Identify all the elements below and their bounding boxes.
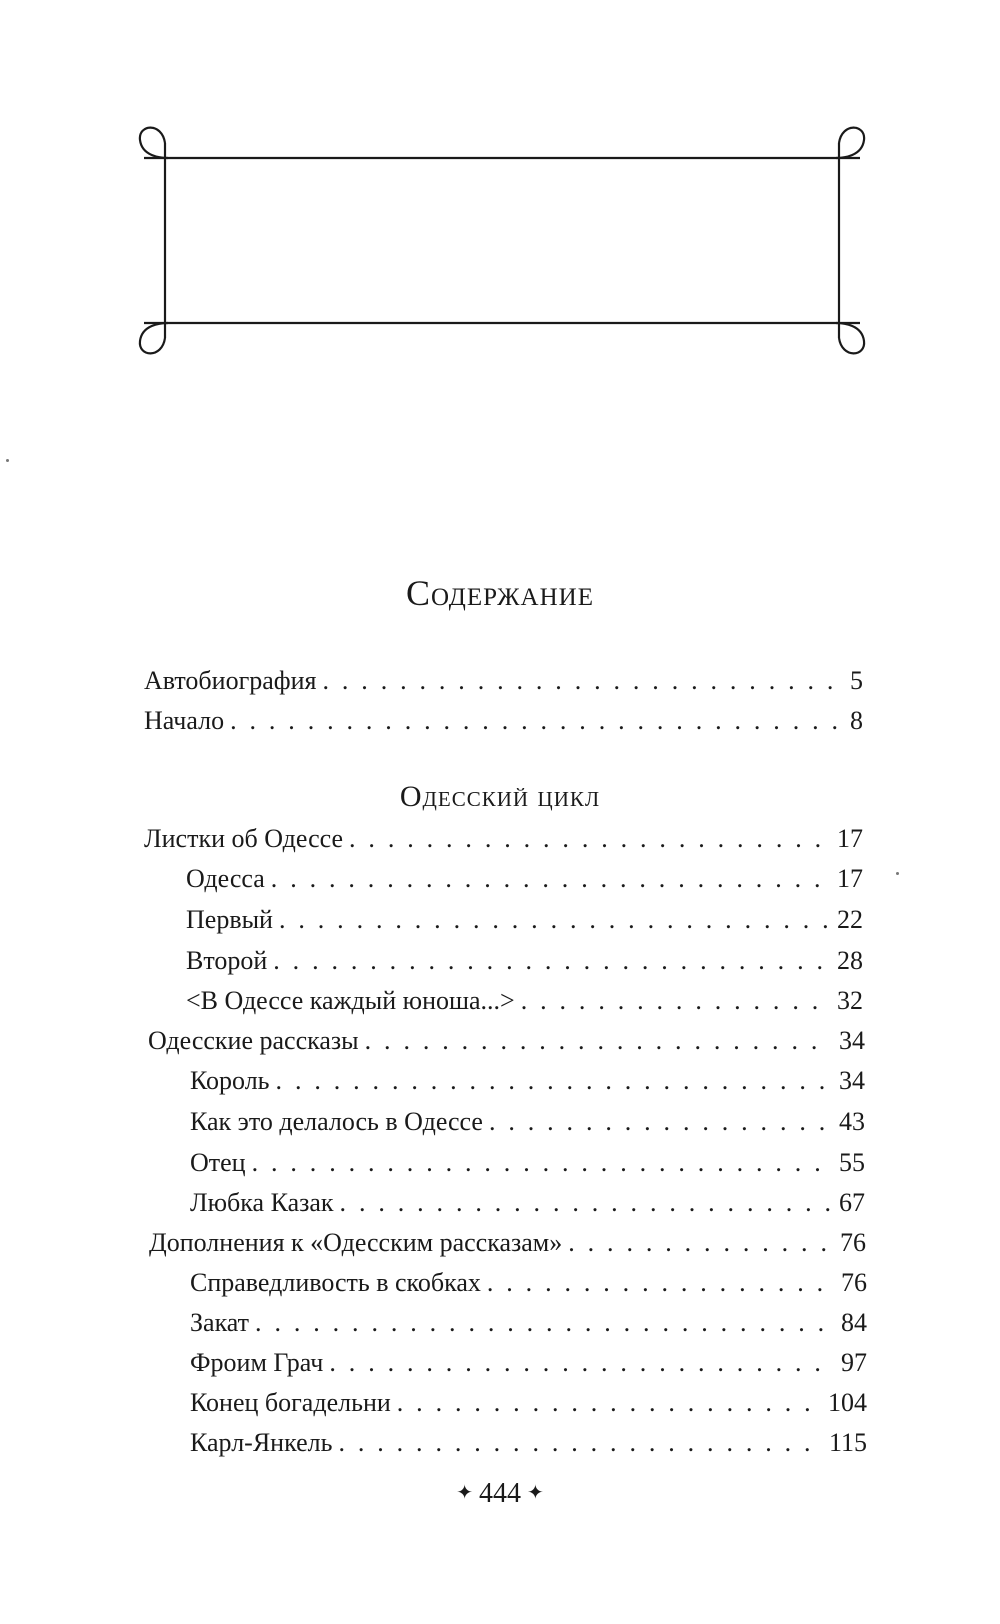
toc-entry-page: 22 (837, 905, 863, 934)
toc-entry-page: 55 (839, 1148, 865, 1177)
star-ornament-icon: ✦ (527, 1482, 544, 1504)
leader-dots (397, 1386, 820, 1420)
toc-entry-page: 43 (839, 1107, 865, 1136)
toc-entry-page: 115 (828, 1428, 867, 1457)
toc-entry-label: Одесские рассказы (148, 1026, 359, 1055)
page-number-footer (0, 1478, 1000, 1510)
leader-dots (340, 1186, 831, 1220)
toc-entry-page: 76 (841, 1268, 867, 1297)
leader-dots (252, 1146, 831, 1180)
toc-entry-label: Одесса (186, 864, 265, 893)
toc-entry (144, 664, 863, 698)
leader-dots (329, 1346, 833, 1380)
toc-entry-page: 97 (841, 1348, 867, 1377)
star-ornament-icon: ✦ (456, 1482, 473, 1504)
toc-entry-page: 28 (837, 946, 863, 975)
speck-left (6, 459, 9, 462)
toc-entry-page: 5 (850, 666, 863, 695)
leader-dots (276, 1064, 831, 1098)
toc-entry-label: Дополнения к «Одесским рассказам» (149, 1228, 563, 1257)
toc-entry-page: 8 (850, 706, 863, 735)
page-title: Содержание (405, 573, 594, 613)
toc-entry (190, 1105, 865, 1139)
toc-entry-label: Первый (186, 905, 273, 934)
toc-entry-page: 34 (839, 1066, 865, 1095)
leader-dots (255, 1306, 833, 1340)
leader-dots (338, 1426, 821, 1460)
leader-dots (521, 984, 829, 1018)
toc-entry-label: Автобиография (144, 666, 317, 695)
leader-dots (230, 704, 842, 738)
toc-entry-label: Листки об Одессе (144, 824, 344, 853)
toc-entry-label: Отец (190, 1148, 246, 1177)
toc-entry-label: Справедливость в скобках (190, 1268, 481, 1297)
toc-entry-label: Закат (190, 1308, 250, 1337)
leader-dots (487, 1266, 833, 1300)
section-title: Одесский цикл (399, 780, 601, 813)
toc-entry-label: Начало (144, 706, 225, 735)
speck-right (896, 872, 899, 875)
toc-entry (190, 1386, 867, 1420)
toc-entry (190, 1146, 865, 1180)
leader-dots (365, 1024, 831, 1058)
toc-entry (190, 1186, 865, 1220)
leader-dots (489, 1105, 831, 1139)
toc-entry (190, 1306, 867, 1340)
toc-entry-page: 17 (837, 824, 863, 853)
toc-entry-label: Карл-Янкель (190, 1428, 333, 1457)
toc-entry-label: Фроим Грач (190, 1348, 324, 1377)
leader-dots (271, 862, 829, 896)
leader-dots (273, 944, 829, 978)
toc-entry-page: 104 (828, 1388, 867, 1417)
leader-dots (279, 903, 829, 937)
toc-entry (149, 1226, 866, 1260)
toc-entry-page: 84 (841, 1308, 867, 1337)
toc-entry (190, 1426, 867, 1460)
toc-entry-page: 76 (840, 1228, 866, 1257)
toc-entry-label: Как это делалось в Одессе (190, 1107, 483, 1136)
toc-entry (186, 944, 863, 978)
leader-dots (568, 1226, 832, 1260)
toc-entry (190, 1346, 867, 1380)
toc-entry (144, 704, 863, 738)
toc-entry-page: 67 (839, 1188, 865, 1217)
toc-entry-page: 34 (839, 1026, 865, 1055)
toc-entry-page: 17 (837, 864, 863, 893)
toc-entry-label: Любка Казак (190, 1188, 334, 1217)
toc-entry (186, 984, 863, 1018)
toc-entry-label: Второй (186, 946, 268, 975)
toc-entry (190, 1266, 867, 1300)
leader-dots (349, 822, 829, 856)
toc-entry (148, 1024, 865, 1058)
toc-entry-label: <В Одессе каждый юноша...> (186, 986, 515, 1015)
leader-dots (323, 664, 843, 698)
toc-entry-label: Король (190, 1066, 270, 1095)
toc-entry (186, 903, 863, 937)
toc-entry (186, 862, 863, 896)
toc-entry (144, 822, 863, 856)
toc-entry-label: Конец богадельни (190, 1388, 391, 1417)
decorative-frame (0, 0, 1000, 400)
toc-entry-page: 32 (837, 986, 863, 1015)
toc-entry (190, 1064, 865, 1098)
page-number: 444 (479, 1478, 521, 1509)
